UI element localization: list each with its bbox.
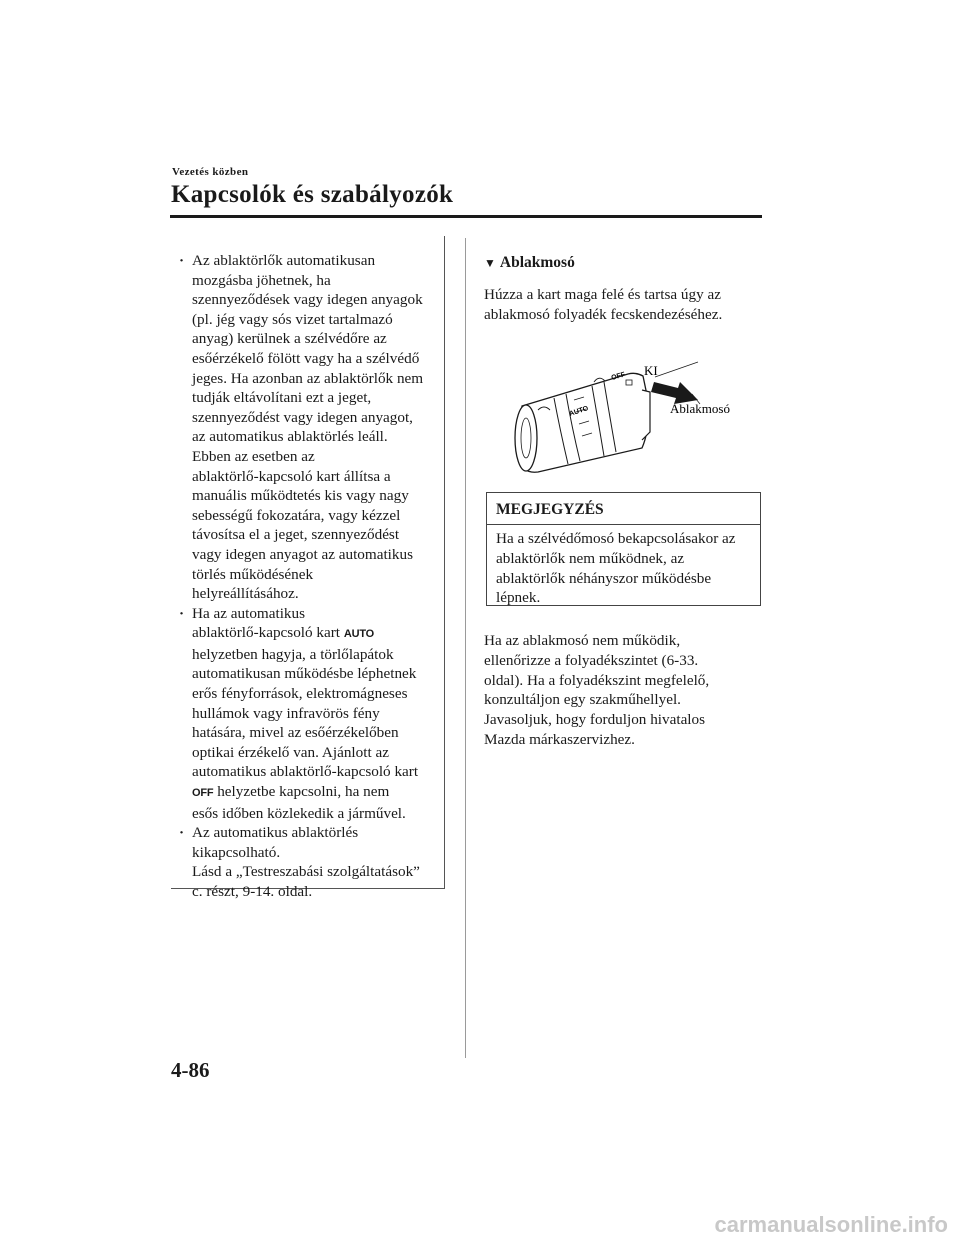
bullet-item	[178, 251, 440, 604]
column-divider	[465, 238, 466, 1058]
text-line-with-token	[192, 623, 440, 645]
text-fragment: ablaktörlő-kapcsoló kart	[192, 624, 341, 642]
text-line: Lásd a „Testreszabási szolgáltatások”	[192, 863, 420, 881]
note-text	[496, 529, 736, 608]
text-line: ablaktörlők nem működnek, az	[496, 549, 685, 567]
text-line: optikai érzékelő van. Ajánlott az	[192, 743, 389, 761]
text-line: sebességű fokozatára, vagy kézzel	[192, 506, 401, 524]
note-divider	[487, 524, 760, 525]
followup-paragraph	[484, 631, 709, 750]
text-line-with-token	[192, 782, 440, 804]
text-line: · Az ablaktörlők automatikusan	[192, 252, 376, 269]
caution-bullet-list	[178, 251, 440, 902]
text-line: automatikusan működésbe léphetnek	[192, 665, 417, 683]
text-line: távosítsa el a jeget, szennyeződést	[192, 526, 400, 544]
text-line: vagy idegen anyagot az automatikus	[192, 545, 413, 563]
wiper-lever-illustration	[508, 360, 758, 492]
triangle-marker-icon: ▼	[484, 256, 496, 270]
text-line: hatására, mivel az esőérzékelőben	[192, 724, 399, 742]
title-rule	[170, 215, 762, 218]
text-line: szennyeződést vagy idegen anyagot,	[192, 408, 413, 426]
text-line: automatikus ablaktörlő-kapcsoló kart	[192, 763, 419, 781]
note-title: MEGJEGYZÉS	[496, 501, 604, 518]
text-line: Ebben az esetben az	[192, 447, 315, 465]
label-ki: KI	[644, 363, 658, 378]
text-line: törlés működésének	[192, 565, 314, 583]
text-line: tudják eltávolítani ezt a jeget,	[192, 389, 372, 407]
text-line: c. részt, 9-14. oldal.	[192, 883, 313, 900]
text-line: kikapcsolható.	[192, 843, 281, 861]
text-line: ablakmosó folyadék fecskendezéséhez.	[484, 305, 723, 323]
watermark: carmanualsonline.info	[714, 1212, 948, 1237]
lever-off-mark: OFF	[610, 371, 627, 382]
text-line: ablaktörlő-kapcsoló kart állítsa a	[192, 467, 391, 485]
text-line: Húzza a kart maga felé és tartsa úgy az	[484, 286, 721, 303]
text-line: (pl. jég vagy sós vizet tartalmazó	[192, 310, 393, 328]
text-line: ellenőrizze a folyadékszintet (6-33.	[484, 651, 699, 669]
text-line: ablaktörlők néhányszor működésbe	[496, 569, 712, 587]
text-line: hullámok vagy infravörös fény	[192, 704, 380, 722]
intro-paragraph	[484, 285, 722, 325]
bullet-item	[178, 604, 440, 824]
text-line: anyag) kerülnek a szélvédőre az	[192, 330, 387, 348]
section-heading	[484, 254, 575, 272]
label-ablakmoso: Ablakmosó	[670, 401, 730, 416]
text-line: helyzetben hagyja, a törlőlapátok	[192, 645, 394, 663]
note-box	[486, 492, 761, 606]
text-line: · Az automatikus ablaktörlés	[192, 824, 359, 842]
text-line: esős időben közlekedik a járművel.	[192, 804, 406, 822]
text-line: oldal). Ha a folyadékszint megfelelő,	[484, 671, 710, 689]
text-line: konzultáljon egy szakműhellyel.	[484, 691, 681, 709]
text-line: Ha a szélvédőmosó bekapcsolásakor az	[496, 530, 736, 547]
text-line: jeges. Ha azonban az ablaktörlők nem	[192, 369, 424, 387]
text-line: erős fényforrások, elektromágneses	[192, 685, 408, 703]
page-number: 4-86	[171, 1058, 210, 1082]
off-position-symbol: OFF	[192, 787, 214, 800]
text-line: Ha az ablakmosó nem működik,	[484, 632, 681, 649]
text-line: Mazda márkaszervizhez.	[484, 730, 635, 748]
text-line: Javasoljuk, hogy forduljon hivatalos	[484, 711, 706, 729]
text-fragment: helyzetbe kapcsolni, ha nem	[217, 783, 390, 801]
text-line: helyreállításához.	[192, 585, 299, 603]
text-line: · Ha az automatikus	[192, 604, 306, 622]
bullet-item	[178, 823, 440, 901]
heading-text: Ablakmosó	[499, 254, 575, 271]
text-line: az automatikus ablaktörlés leáll.	[192, 428, 388, 446]
lever-auto-mark: AUTO	[568, 405, 590, 418]
text-line: esőérzékelő fölött vagy ha a szélvédő	[192, 349, 420, 367]
auto-position-symbol: AUTO	[343, 628, 374, 641]
page-title: Kapcsolók és szabályozók	[171, 181, 454, 208]
text-line: szennyeződések vagy idegen anyagok	[192, 291, 423, 309]
section-label: Vezetés közben	[172, 166, 249, 178]
text-line: lépnek.	[496, 589, 541, 607]
text-line: manuális működtetés kis vagy nagy	[192, 487, 409, 505]
text-line: mozgásba jöhetnek, ha	[192, 271, 331, 289]
